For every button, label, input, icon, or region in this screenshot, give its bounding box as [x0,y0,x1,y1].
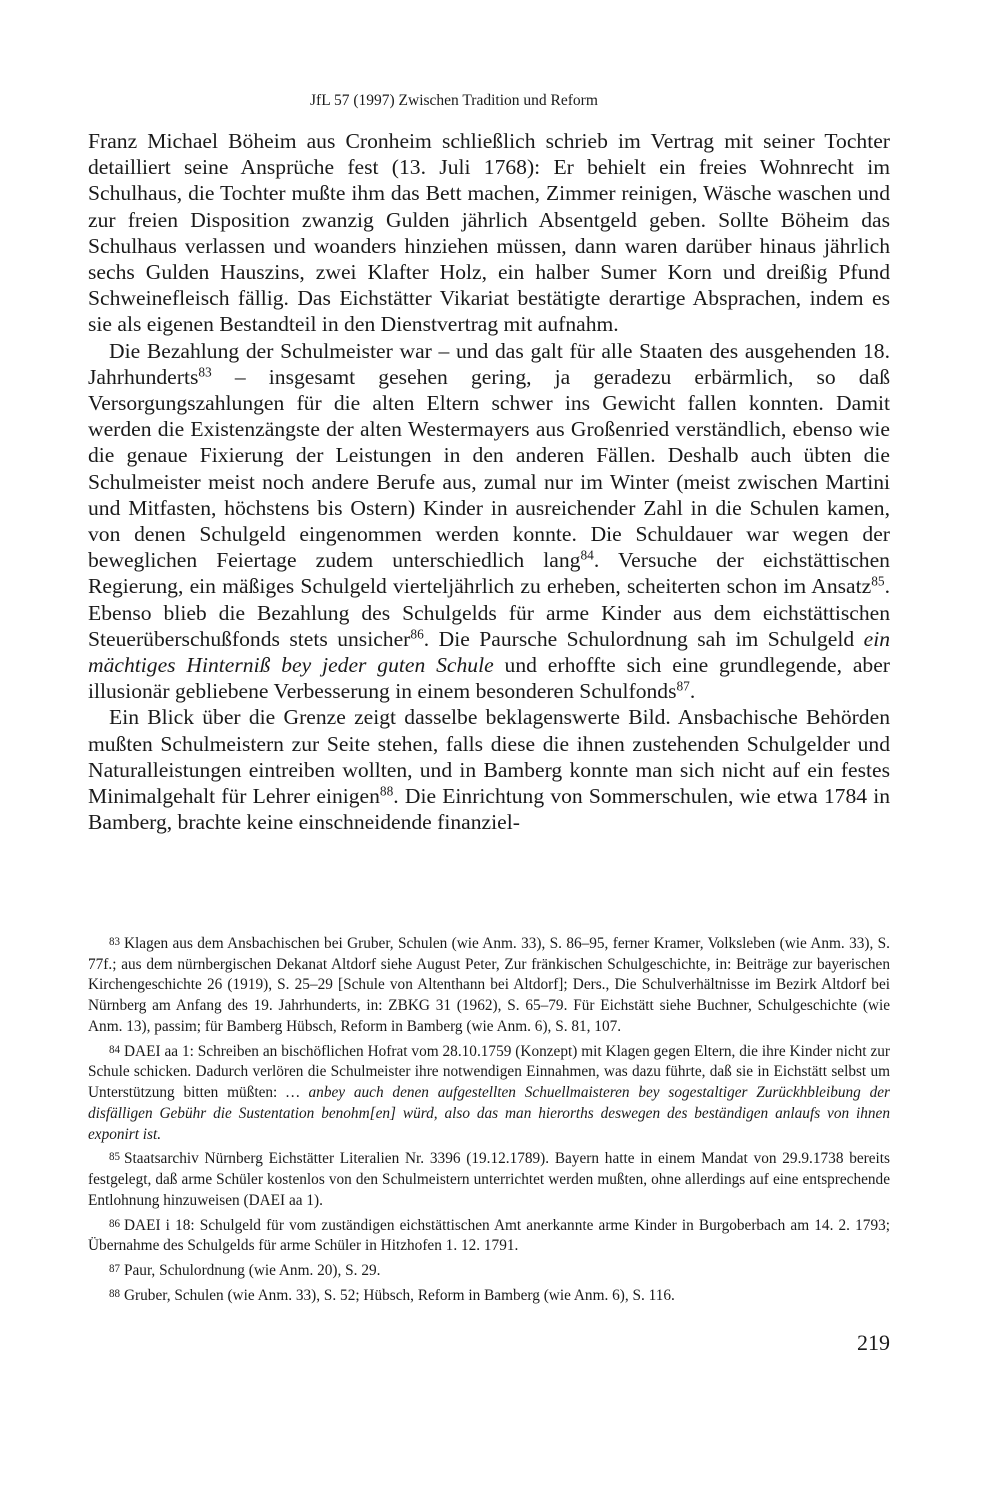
footnotes [88,932,890,1308]
footnote-ref-83[interactable]: 83 [198,364,212,380]
footnote-text: Gruber, Schulen (wie Anm. 33), S. 52; Hübsch, Reform in Bamberg (wie Anm. 6), S. 116. [124,1286,675,1304]
running-head: JfL 57 (1997) Zwischen Tradition und Reform [310,92,598,109]
text-run: – insgesamt gesehen gering, ja geradezu erbärmlich, so daß Versorgungszahlungen für die alten Eltern schwer ins Gewicht fallen konnten. Damit werden die Existenzängste der alten Westermayers aus Großenried verständlich, ebenso wie die genaue Fixierung der Leistungen in den anderen Fällen. Deshalb auch übten die Schulmeister meist noch andere Berufe aus, zumal nur im Winter (meist zwischen Martini und Mitfasten, höchstens bis Ostern) Kinder in ausreichender Zahl in die Schulen kamen, von denen Schulgeld eingenommen werden konnte. Die Schuldauer war wegen der beweglichen Feiertage zudem unterschiedlich lang [88,364,890,573]
text-run: und erhoffte sich eine grundlegende, aber illusionär gebliebene Verbesserung in einem besonderen Schulfonds [88,653,890,704]
text-run: . Die Einrichtung von Sommerschulen, wie etwa 1784 in Bamberg, brachte keine einschneidende finanziel- [88,784,891,835]
paragraph-3 [88,704,890,835]
footnote-ref-88[interactable]: 88 [379,783,394,799]
footnote-ref-85[interactable]: 85 [871,574,885,590]
footnote-text: Staatsarchiv Nürnberg Eichstätter Literalien Nr. 3396 (19.12.1789). Bayern hatte in einem Mandat von 29.9.1738 bereits festgelegt, daß arme Schüler kostenlos von den Schulmeistern unterrichtet werden mußten, ohne allerdings auf eine entsprechende Entlohnung hinzuweisen (DAEI aa 1). [88,1150,890,1209]
footnote-number: 87 [109,1262,120,1275]
paragraph-1: Franz Michael Böheim aus Cronheim schließlich schrieb im Vertrag mit seiner Tochter detailliert seine Ansprüche fest (13. Juli 1768): Er behielt ein freies Wohnrecht im Schulhaus, die Tochter mußte ihm das Bett machen, Zimmer reinigen, Wäsche waschen und zur freien Disposition zwanzig Gulden jährlich Absentgeld geben. Sollte Böheim das Schulhaus verlassen und woanders hinziehen müssen, dann waren darüber hinaus jährlich sechs Gulden Hauszins, zwei Klafter Holz, ein halber Sumer Korn und dreißig Pfund Schweinefleisch fällig. Das Eichstätter Vikariat bestätigte derartige Absprachen, indem es sie als eigenen Bestandteil in den Dienstvertrag mit aufnahm. [88,129,890,337]
footnote-number: 86 [109,1217,120,1230]
footnote-number: 85 [109,1151,120,1164]
text-run: . Ebenso blieb die Bezahlung des Schulgelds für arme Kinder aus dem eichstättischen Steuerüberschußfonds stets unsicher [88,574,890,651]
text-run: . [689,679,696,704]
body-text [88,128,890,835]
footnote-87 [88,1259,890,1282]
footnote-number: 83 [109,936,120,948]
footnote-text: Klagen aus dem Ansbachischen bei Gruber, Schulen (wie Anm. 33), S. 86–95, ferner Kramer, Volksleben (wie Anm. 33), S. 77f.; aus dem nürnbergischen Dekanat Altdorf siehe August Peter, Zur fränkischen Schulgeschichte, in: Beiträge zur bayerischen Kirchengeschichte 26 (1919), S. 25–29 [Schule von Altenthann bei Altdorf]; Ders., Die Schulverhältnisse im Bezirk Altdorf bei Nürnberg am Anfang des 19. Jahrhunderts, in: ZBKG 31 (1962), S. 65–79. Für Eichstätt siehe Buchner, Schulgeschichte (wie Anm. 13), passim; für Bamberg Hübsch, Reform in Bamberg (wie Anm. 6), S. 81, 107. [88,934,890,1035]
page-number: 219 [857,1330,890,1355]
footnote-text: Paur, Schulordnung (wie Anm. 20), S. 29. [124,1261,381,1279]
footnote-ref-86[interactable]: 86 [410,626,424,642]
text-run: . Versuche der eichstättischen Regierung, ein mäßiges Schulgeld vierteljährlich zu erheben, scheiterten schon im Ansatz [88,548,890,599]
text-run: Die Bezahlung der Schulmeister war – und das galt für alle Staaten des ausgehenden 18. Jahrhunderts [88,338,890,389]
footnote-text: DAEI i 18: Schulgeld für vom zuständigen eichstättischen Amt anerkannte arme Kinder in Burgoberbach am 14. 2. 1793; Übernahme des Schulgelds für arme Schüler in Hitzhofen 1. 12. 1791. [88,1216,890,1255]
footnote-number: 84 [109,1043,120,1056]
footnote-88 [88,1284,890,1307]
footnote-86 [88,1214,890,1257]
footnote-number: 88 [109,1287,120,1300]
footnote-ref-84[interactable]: 84 [580,547,594,563]
footnote-85 [88,1147,890,1211]
paragraph-2 [88,338,890,705]
text-run: Ein Blick über die Grenze zeigt dasselbe beklagenswerte Bild. Ansbachische Behörden mußten Schulmeistern zur Seite stehen, falls diese die ihnen zustehenden Schulgelder und Naturalleistungen eintreiben wollten, und in Bamberg konnte man sich nicht auf ein festes Minimalgehalt für Lehrer einigen [88,705,890,809]
text-run: . Die Paursche Schulordnung sah im Schulgeld [423,626,864,651]
footnote-text: DAEI aa 1: Schreiben an bischöflichen Hofrat vom 28.10.1759 (Konzept) mit Klagen gegen Eltern, die ihre Kinder nicht zur Schule schicken. Dadurch verlören die Schulmeister ihre notwendigen Einnahmen, was dazu führte, daß sie in Eichstätt selbst um Unterstützung bitten müßten: [88,1042,890,1102]
footnote-ref-87[interactable]: 87 [676,678,690,694]
italic-quote: ein mächtiges Hinterniß bey jeder guten Schule [88,626,890,678]
footnote-83 [88,932,890,1038]
footnote-84 [88,1040,890,1146]
footnote-quote: … anbey auch denen aufgestellten Schuellmaisteren bey sogestaltiger Zurückhbleibung der disfälligen Gebühr die Sustentation benohm[en] würd, also das man hierorths deswegen des beständigen anlaufs von ihnen exponirt ist. [88,1084,891,1143]
